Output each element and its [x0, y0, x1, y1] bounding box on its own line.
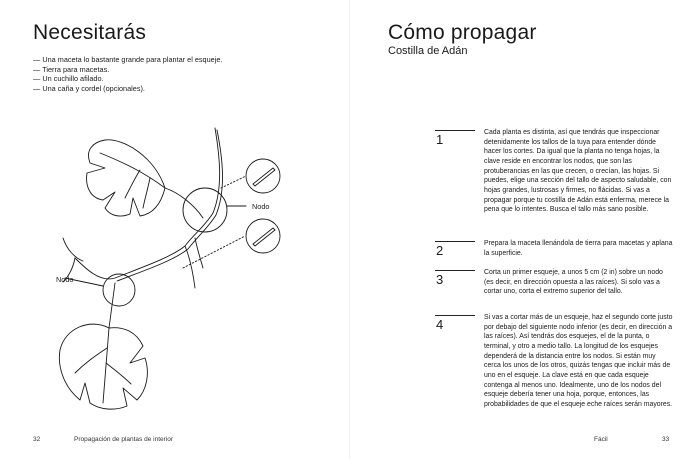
- step-text: Prepara la maceta llenándola de tierra para macetas y aplana la superficie.: [484, 240, 673, 257]
- step-rule: [435, 315, 475, 316]
- step-rule: [435, 270, 475, 271]
- step-number: 1: [436, 132, 444, 147]
- needs-list: [33, 55, 233, 93]
- aerial-root: [63, 238, 83, 261]
- step-number: 4: [436, 317, 444, 332]
- needs-item: — Una maceta lo bastante grande para plantar el esqueje.: [33, 55, 223, 64]
- step-rule: [435, 241, 475, 242]
- stem-inner: [117, 130, 223, 281]
- needs-item: — Tierra para macetas.: [33, 64, 110, 74]
- step-text: Corta un primer esqueje, a unos 5 cm (2 in) sobre un nodo (es decir, en dirección opuesta a las raíces). Si solo vas a cortar uno, corta el extremo superior del tallo.: [484, 269, 663, 296]
- right-page-number: 33: [662, 436, 670, 443]
- step-text: Si vas a cortar más de un esqueje, haz el segundo corte justo por debajo del siguiente nodo inferior (es decir, en dirección a las raíces). Así tendrás dos esquejes, el de la punta, o terminal, y otro a medio tallo. La longitud de los esquejes dependerá de la distancia entre los nodos. Si están muy cerca los unos de los otros, quizás tengas que incluir más de uno en el esqueje. La clave está en que cada esqueje contenga al menos uno. Idealmente, uno de los nodos del esqueje debería tener una hoja, porque, entonces, las probabilidades de que el esqueje eche raíces serán mayores.: [484, 314, 673, 408]
- lower-leaf-vein: [106, 363, 131, 384]
- zoom-blade-1: [253, 168, 275, 186]
- step-text: Cada planta es distinta, así que tendrás que inspeccionar detenidamente los tallos de la tuya para entender dónde hacer los cortes. Da igual que la planta no tenga hojas, la clave reside en encontrar los nodos, que son las protuberancias en las que crecen, o crecían, las hojas. Si puedes, elige una sección del tallo de aspecto saludable, con hojas grandes, lustrosas y firmes, no flácidas. Si vas a propagar porque tu costilla de Adán está enferma, merece la pena que lo intentes. Busca el tallo más sano posible.: [484, 129, 672, 214]
- zoom-blade-2: [253, 228, 275, 246]
- step-number: 3: [436, 272, 444, 287]
- step-number: 2: [436, 243, 444, 258]
- monstera-illustration: [45, 118, 305, 423]
- propagate-heading: Cómo propagar: [388, 21, 537, 44]
- needs-item: — Un cuchillo afilado.: [33, 74, 104, 83]
- node-label-left: Nodo: [56, 275, 74, 284]
- needs-heading: Necesitarás: [33, 21, 147, 44]
- difficulty-label: Fácil: [594, 436, 608, 443]
- leader-line: [183, 236, 245, 268]
- lower-leaf-midrib: [103, 328, 109, 403]
- leader-line: [221, 176, 246, 188]
- book-title: Propagación de plantas de interior: [74, 436, 174, 443]
- step-rule: [435, 130, 475, 131]
- node-circle-lower: [103, 274, 135, 306]
- upper-leaf-vein: [125, 170, 140, 198]
- left-page-number: 32: [33, 436, 41, 443]
- monstera-drawing: [45, 118, 305, 423]
- upper-leaf-vein: [143, 178, 150, 208]
- lower-leaf-vein: [75, 348, 107, 373]
- aerial-root: [195, 238, 203, 268]
- plant-name-subtitle: Costilla de Adán: [388, 45, 468, 57]
- upper-leaf: [87, 140, 165, 216]
- node-label-right: Nodo: [252, 202, 270, 211]
- node-circle-upper: [183, 188, 227, 232]
- stem: [75, 128, 220, 279]
- needs-item: — Una caña y cordel (opcionales).: [33, 83, 145, 93]
- aerial-root: [185, 246, 195, 288]
